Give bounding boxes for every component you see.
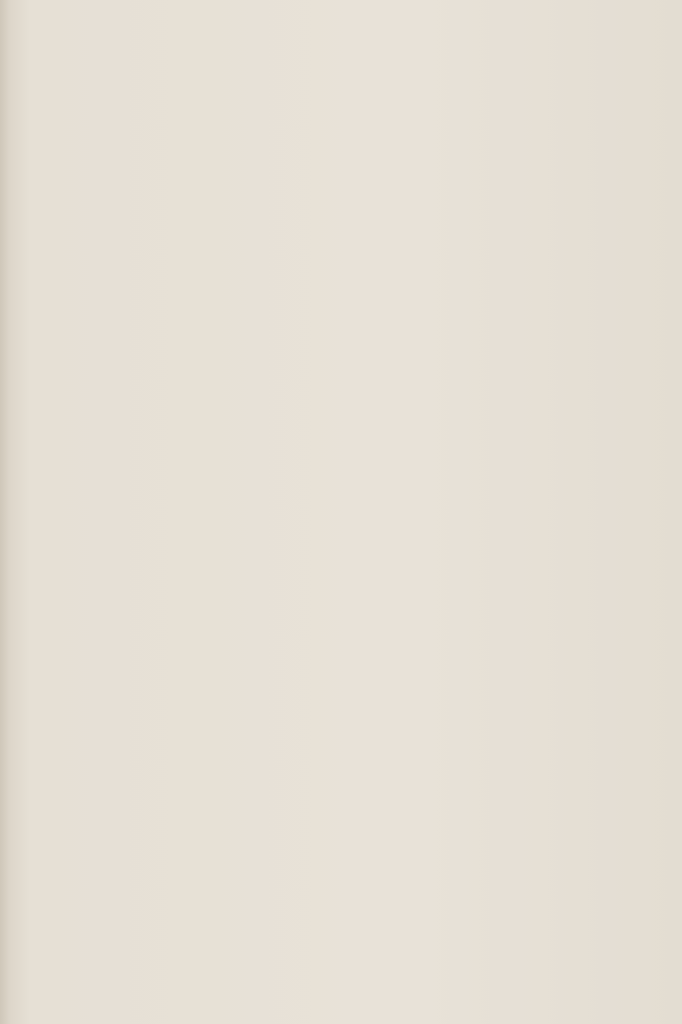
book-page [0, 0, 682, 1024]
